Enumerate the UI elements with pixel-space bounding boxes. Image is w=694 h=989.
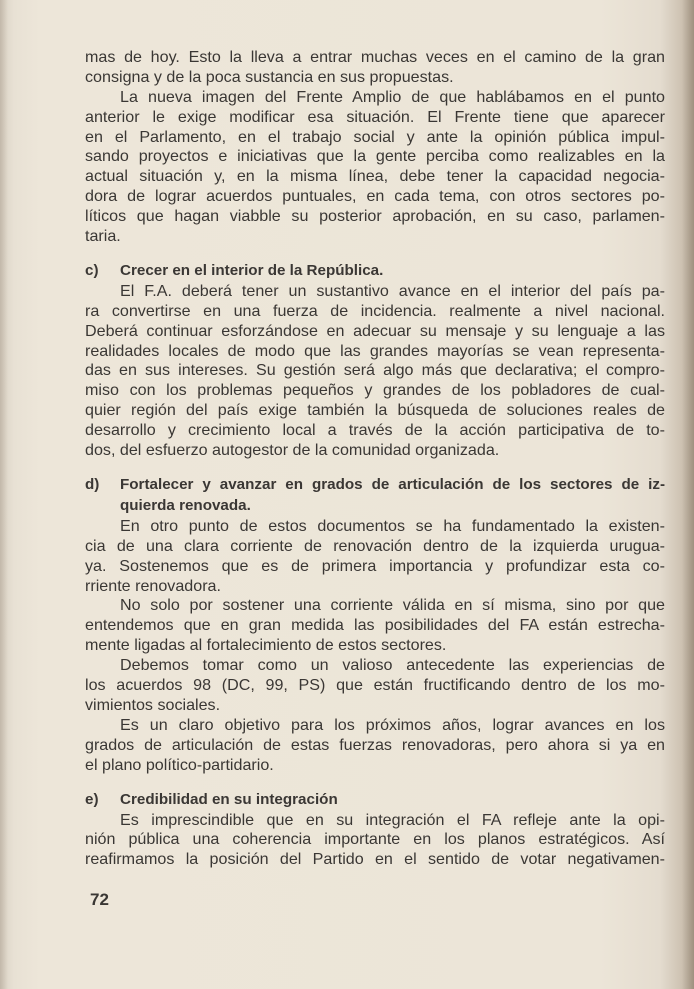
text-line: taria. bbox=[85, 227, 121, 246]
text-line: realidades locales de modo que las grandes mayorías se vean representa- bbox=[85, 341, 665, 360]
text-line: consigna y de la poca sustancia en sus propuestas. bbox=[85, 67, 454, 86]
text-line: en el Parlamento, en el trabajo social y ante la opinión pública impul- bbox=[85, 127, 665, 146]
text-line: dos, del esfuerzo autogestor de la comunidad organizada. bbox=[85, 441, 500, 460]
section-spacer bbox=[85, 776, 665, 790]
section-letter: e) bbox=[85, 790, 99, 808]
text-line: No solo por sostener una corriente válida en sí misma, sino por que bbox=[120, 596, 665, 615]
section-spacer bbox=[85, 247, 665, 261]
text-line: El F.A. deberá tener un sustantivo avance en el interior del país pa- bbox=[120, 281, 665, 300]
text-line: Deberá continuar esforzándose en adecuar su mensaje y su lenguaje a las bbox=[85, 321, 665, 340]
section-heading-c bbox=[85, 261, 665, 282]
text-line: los acuerdos 98 (DC, 99, PS) que están fructificando dentro de los mo- bbox=[85, 676, 665, 695]
text-line: Es un claro objetivo para los próximos años, lograr avances en los bbox=[120, 715, 665, 734]
text-line: mente ligadas al fortalecimiento de estos sectores. bbox=[85, 636, 447, 655]
text-line: Debemos tomar como un valioso antecedente las experiencias de bbox=[120, 656, 665, 675]
text-line: cia de una clara corriente de renovación dentro de la izquierda urugua- bbox=[85, 536, 665, 555]
text-line: La nueva imagen del Frente Amplio de que hablábamos en el punto bbox=[120, 87, 665, 106]
page-edge-shadow bbox=[682, 0, 694, 989]
text-line: ra convertirse en una fuerza de incidencia. realmente a nivel nacional. bbox=[85, 301, 665, 320]
text-line: vimientos sociales. bbox=[85, 695, 221, 714]
text-line: anterior le exige modificar esa situación. El Frente tiene que aparecer bbox=[85, 107, 665, 126]
text-line: En otro punto de estos documentos se ha fundamentado la existen- bbox=[120, 516, 665, 535]
text-line: reafirmamos la posición del Partido en el sentido de votar negativamen- bbox=[85, 850, 665, 869]
text-line: ya. Sostenemos que es de primera importancia y profundizar esta co- bbox=[85, 556, 665, 575]
text-line: mas de hoy. Esto la lleva a entrar muchas veces en el camino de la gran bbox=[85, 48, 665, 66]
text-line: miso con los problemas pequeños y grandes de los pobladores de cual- bbox=[85, 381, 665, 400]
text-line: quier región del país exige también la búsqueda de soluciones reales de bbox=[85, 401, 665, 420]
section-heading-d-cont: quierda renovada. bbox=[120, 496, 251, 514]
page-number: 72 bbox=[90, 890, 109, 909]
text-line: sando proyectos e iniciativas que la gente perciba como realizables en la bbox=[85, 147, 665, 166]
section-title: Crecer en el interior de la República. bbox=[120, 261, 384, 279]
section-title: Fortalecer y avanzar en grados de articulación de los sectores de iz- bbox=[120, 475, 665, 493]
text-line: entendemos que en gran medida las posibilidades del FA están estrecha- bbox=[85, 616, 665, 635]
page-body bbox=[85, 48, 665, 870]
section-heading-e bbox=[85, 790, 665, 811]
text-line: el plano político-partidario. bbox=[85, 755, 274, 774]
section-spacer bbox=[85, 461, 665, 475]
text-line: Es imprescindible que en su integración el FA refleje ante la opi- bbox=[120, 810, 665, 829]
section-letter: d) bbox=[85, 475, 100, 493]
page-gutter-shadow bbox=[0, 0, 8, 989]
section-title: Credibilidad en su integración bbox=[120, 790, 338, 808]
section-heading-d bbox=[85, 475, 665, 496]
text-line: actual situación y, en la misma línea, debe tener la capacidad negocia- bbox=[85, 167, 665, 186]
section-letter: c) bbox=[85, 261, 99, 279]
text-line: desarrollo y crecimiento local a través de la acción participativa de to- bbox=[85, 421, 665, 440]
text-line: dora de lograr acuerdos puntuales, en cada tema, con otros sectores po- bbox=[85, 187, 665, 206]
text-line: rriente renovadora. bbox=[85, 576, 221, 595]
text-line: líticos que hagan viabble su posterior aprobación, en su caso, parlamen- bbox=[85, 207, 665, 226]
text-line: grados de articulación de estas fuerzas renovadoras, pero ahora si ya en bbox=[85, 735, 665, 754]
text-line: das en sus intereses. Su gestión será algo más que declarativa; el compro- bbox=[85, 361, 665, 380]
text-line: nión pública una coherencia importante en los planos estratégicos. Así bbox=[85, 830, 665, 849]
